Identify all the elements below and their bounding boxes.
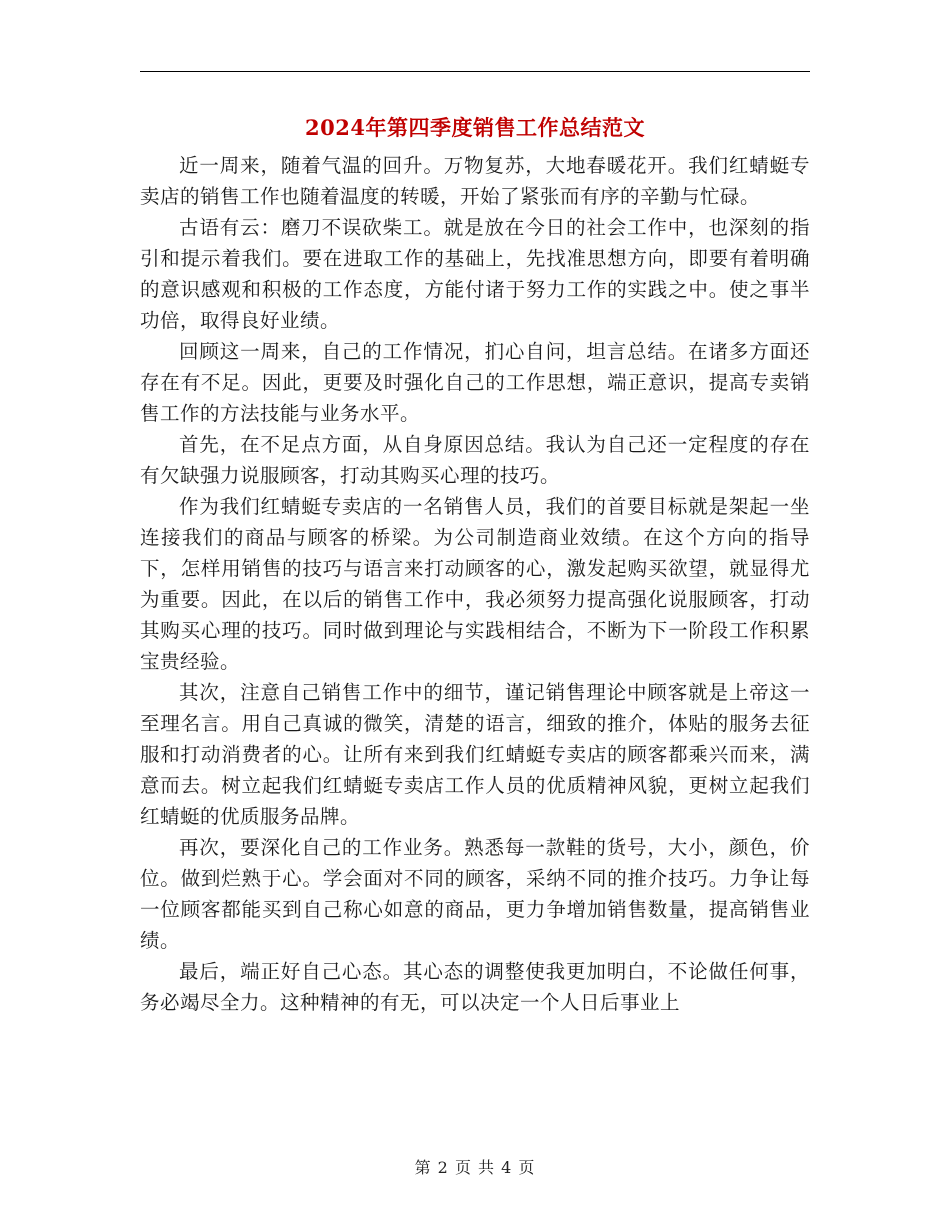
paragraph: 回顾这一周来，自己的工作情况，扪心自问，坦言总结。在诸多方面还存在有不足。因此，更要及时强化自己的工作思想，端正意识，提高专卖销售工作的方法技能与业务水平。 xyxy=(140,340,810,425)
paragraph: 作为我们红蜻蜓专卖店的一名销售人员，我们的首要目标就是架起一坐连接我们的商品与顾客的桥梁。为公司制造商业效绩。在这个方向的指导下，怎样用销售的技巧与语言来打动顾客的心，激发起购买欲望，就显得尤为重要。因此，在以后的销售工作中，我必须努力提高强化说服顾客，打动其购买心理的技巧。同时做到理论与实践相结合，不断为下一阶段工作积累宝贵经验。 xyxy=(140,495,810,673)
header-rule xyxy=(140,71,810,72)
document-body xyxy=(140,150,810,1018)
document-title: 2024年第四季度销售工作总结范文 xyxy=(305,115,645,140)
paragraph: 古语有云：磨刀不误砍柴工。就是放在今日的社会工作中，也深刻的指引和提示着我们。要在进取工作的基础上，先找准思想方向，即要有着明确的意识感观和积极的工作态度，方能付诸于努力工作的实践之中。使之事半功倍，取得良好业绩。 xyxy=(140,216,810,332)
paragraph: 其次，注意自己销售工作中的细节，谨记销售理论中顾客就是上帝这一至理名言。用自己真诚的微笑，清楚的语言，细致的推介，体贴的服务去征服和打动消费者的心。让所有来到我们红蜻蜓专卖店的顾客都乘兴而来，满意而去。树立起我们红蜻蜓专卖店工作人员的优质精神风貌，更树立起我们红蜻蜓的优质服务品牌。 xyxy=(140,681,810,828)
paragraph: 最后，端正好自己心态。其心态的调整使我更加明白，不论做任何事，务必竭尽全力。这种精神的有无，可以决定一个人日后事业上 xyxy=(140,960,810,1014)
page-number-footer: 第 2 页 共 4 页 xyxy=(414,1158,536,1177)
paragraph: 再次，要深化自己的工作业务。熟悉每一款鞋的货号，大小，颜色，价位。做到烂熟于心。学会面对不同的顾客，采纳不同的推介技巧。力争让每一位顾客都能买到自己称心如意的商品，更力争增加销售数量，提高销售业绩。 xyxy=(140,836,810,952)
paragraph: 近一周来，随着气温的回升。万物复苏，大地春暖花开。我们红蜻蜓专卖店的销售工作也随着温度的转暖，开始了紧张而有序的辛勤与忙碌。 xyxy=(140,154,810,208)
paragraph: 首先，在不足点方面，从自身原因总结。我认为自己还一定程度的存在有欠缺强力说服顾客，打动其购买心理的技巧。 xyxy=(140,433,810,487)
